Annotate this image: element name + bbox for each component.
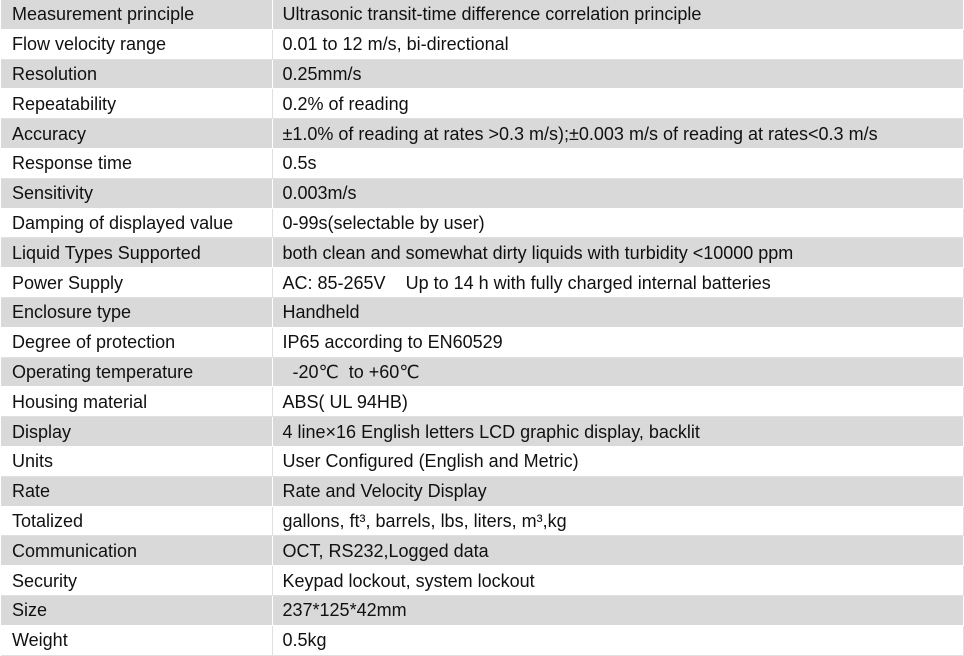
spec-value: 0.003m/s <box>272 178 963 208</box>
spec-row-security <box>1 566 963 596</box>
spec-value: gallons, ft³, barrels, lbs, liters, m³,kg <box>272 506 963 536</box>
spec-value: -20℃ to +60℃ <box>272 357 963 387</box>
spec-row-display <box>1 417 963 447</box>
spec-label: Totalized <box>1 506 272 536</box>
spec-label: Repeatability <box>1 89 272 119</box>
spec-value: 0.25mm/s <box>272 59 963 89</box>
spec-label: Display <box>1 417 272 447</box>
spec-label: Enclosure type <box>1 297 272 327</box>
spec-row-repeatability <box>1 89 963 119</box>
spec-row-housing-material <box>1 387 963 417</box>
spec-value: OCT, RS232,Logged data <box>272 536 963 566</box>
spec-value: 0.5s <box>272 148 963 178</box>
spec-row-size <box>1 595 963 625</box>
spec-row-damping <box>1 208 963 238</box>
spec-table <box>1 0 964 656</box>
spec-value: 4 line×16 English letters LCD graphic display, backlit <box>272 417 963 447</box>
spec-value: Handheld <box>272 297 963 327</box>
spec-value: ABS( UL 94HB) <box>272 387 963 417</box>
spec-label: Housing material <box>1 387 272 417</box>
spec-label: Accuracy <box>1 119 272 149</box>
spec-label: Units <box>1 446 272 476</box>
spec-label: Resolution <box>1 59 272 89</box>
spec-value: ±1.0% of reading at rates >0.3 m/s);±0.003 m/s of reading at rates<0.3 m/s <box>272 119 963 149</box>
spec-row-liquid-types <box>1 238 963 268</box>
spec-row-units <box>1 446 963 476</box>
spec-value: IP65 according to EN60529 <box>272 327 963 357</box>
spec-label: Security <box>1 566 272 596</box>
spec-value: 0.5kg <box>272 625 963 655</box>
spec-label: Sensitivity <box>1 178 272 208</box>
spec-row-rate <box>1 476 963 506</box>
spec-value: 0-99s(selectable by user) <box>272 208 963 238</box>
spec-value: 0.01 to 12 m/s, bi-directional <box>272 29 963 59</box>
spec-row-weight <box>1 625 963 655</box>
spec-row-enclosure-type <box>1 297 963 327</box>
spec-row-power-supply <box>1 268 963 298</box>
spec-label: Measurement principle <box>1 0 272 29</box>
spec-value: 237*125*42mm <box>272 595 963 625</box>
spec-label: Weight <box>1 625 272 655</box>
spec-row-totalized <box>1 506 963 536</box>
spec-label: Damping of displayed value <box>1 208 272 238</box>
spec-label: Flow velocity range <box>1 29 272 59</box>
spec-row-sensitivity <box>1 178 963 208</box>
spec-row-flow-velocity-range <box>1 29 963 59</box>
spec-value: 0.2% of reading <box>272 89 963 119</box>
spec-label: Power Supply <box>1 268 272 298</box>
spec-row-communication <box>1 536 963 566</box>
spec-value: User Configured (English and Metric) <box>272 446 963 476</box>
spec-row-response-time <box>1 148 963 178</box>
spec-value: Ultrasonic transit-time difference correlation principle <box>272 0 963 29</box>
spec-row-operating-temperature <box>1 357 963 387</box>
spec-value: AC: 85-265V Up to 14 h with fully charged internal batteries <box>272 268 963 298</box>
spec-row-accuracy <box>1 119 963 149</box>
spec-value: both clean and somewhat dirty liquids with turbidity <10000 ppm <box>272 238 963 268</box>
spec-label: Size <box>1 595 272 625</box>
spec-value: Rate and Velocity Display <box>272 476 963 506</box>
spec-table-body <box>1 0 963 655</box>
spec-label: Liquid Types Supported <box>1 238 272 268</box>
spec-label: Rate <box>1 476 272 506</box>
spec-label: Response time <box>1 148 272 178</box>
spec-label: Degree of protection <box>1 327 272 357</box>
spec-row-measurement-principle <box>1 0 963 29</box>
spec-row-degree-of-protection <box>1 327 963 357</box>
spec-row-resolution <box>1 59 963 89</box>
spec-label: Communication <box>1 536 272 566</box>
spec-value: Keypad lockout, system lockout <box>272 566 963 596</box>
spec-label: Operating temperature <box>1 357 272 387</box>
